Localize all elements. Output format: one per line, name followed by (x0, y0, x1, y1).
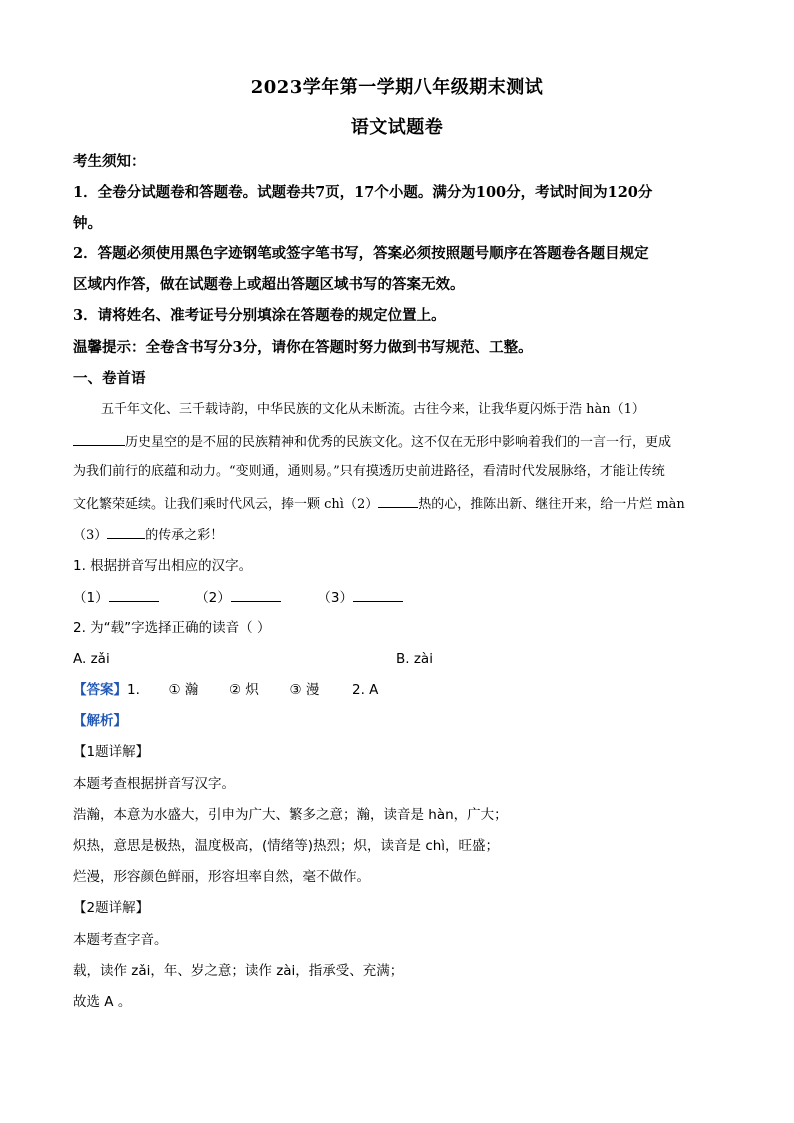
q1-blank-3[interactable] (353, 587, 403, 602)
answer-q2: 2. A (351, 682, 379, 698)
preface-line-4-text-a: 文化繁荣延续。让我们乘时代风云，捧一颗 chì（2） (73, 497, 379, 512)
preface-line-5 (73, 524, 718, 546)
detail-2-line-1: 本题考查字音。 (73, 932, 168, 948)
answer-item-3: 漫 (305, 682, 320, 698)
detail-1-heading: 【1题详解】 (73, 744, 150, 760)
preface-line-1: 五千年文化、三千载诗韵，中华民族的文化从未断流。古往今来，让我华夏闪烁于浩 hàn（1） (101, 402, 645, 417)
question-2: 2. 为“载”字选择正确的读音（ ） (73, 620, 271, 636)
notice-tip: 温馨提示：全卷含书写分3分，请你在答题时努力做到书写规范、工整。 (73, 339, 533, 356)
preface-line-2-text: 历史星空的是不屈的民族精神和优秀的民族文化。这不仅在无形中影响着我们的一言一行，更成 (125, 435, 672, 450)
preface-line-4 (73, 493, 718, 515)
detail-2-line-2: 载，读作 zǎi，年、岁之意；读作 zài，指承受、充满； (73, 963, 404, 979)
notice-item-3: 3．请将姓名、准考证号分别填涂在答题卷的规定位置上。 (73, 307, 446, 324)
answer-blank-2[interactable] (378, 493, 418, 508)
q2-option-b[interactable]: B. zài (396, 651, 433, 667)
detail-1-line-3: 炽热，意思是极热，温度极高，(情绪等)热烈；炽，读音是 chì，旺盛； (73, 838, 500, 854)
detail-1-line-2: 浩瀚，本意为水盛大，引申为广大、繁多之意；瀚，读音是 hàn，广大； (73, 807, 508, 823)
analysis-tag: 【解析】 (73, 713, 127, 729)
q1-blank-label-3: （3） (317, 590, 353, 606)
answer-blank-1[interactable] (73, 431, 125, 446)
exam-subtitle: 语文试题卷 (350, 117, 444, 138)
answer-line (73, 680, 734, 700)
q1-blank-label-2: （2） (195, 590, 231, 606)
preface-line-5-text-b: 的传承之彩！ (145, 528, 224, 543)
notice-item-2-line-1: 2．答题必须使用黑色字迹钢笔或签字笔书写，答案必须按照题号顺序在答题卷各题目规定 (73, 245, 649, 262)
preface-line-4-text-b: 热的心，推陈出新、继往开来，给一片烂 màn (418, 497, 685, 512)
answer-item-1: 瀚 (184, 682, 199, 698)
preface-line-3: 为我们前行的底蕴和动力。“变则通，通则易。”只有摸透历史前进路径，看清时代发展脉络，才能让传统 (73, 464, 665, 479)
preface-line-2 (73, 431, 718, 453)
detail-2-line-3: 故选 A 。 (73, 994, 132, 1010)
answer-item-2: 炽 (245, 682, 259, 698)
preface-line-5-text-a: （3） (73, 528, 108, 543)
q1-blank-1[interactable] (109, 587, 159, 602)
q2-option-a[interactable]: A. zǎi (73, 651, 110, 667)
detail-1-line-4: 烂漫，形容颜色鲜丽，形容坦率自然，毫不做作。 (73, 869, 370, 885)
answer-q1-number: 1. (127, 682, 140, 698)
exam-title: 2023学年第一学期八年级期末测试 (250, 77, 544, 98)
answer-item-2-marker: ② (228, 682, 242, 698)
section-heading: 一、卷首语 (73, 370, 146, 387)
notice-item-1-line-1: 1．全卷分试题卷和答题卷。试题卷共7页，17个小题。满分为100分，考试时间为120分 (73, 184, 653, 201)
notice-item-2-line-2: 区域内作答，做在试题卷上或超出答题区域书写的答案无效。 (73, 276, 465, 293)
question-1: 1. 根据拼音写出相应的汉字。 (73, 558, 253, 574)
detail-1-line-1: 本题考查根据拼音写汉字。 (73, 776, 235, 792)
answer-item-3-marker: ③ (289, 682, 302, 698)
question-1-blanks (73, 587, 734, 608)
answer-tag: 【答案】 (73, 682, 127, 698)
notice-heading: 考生须知： (73, 153, 146, 170)
detail-2-heading: 【2题详解】 (73, 900, 150, 916)
q1-blank-label-1: （1） (73, 590, 109, 606)
answer-item-1-marker: ① (168, 682, 181, 698)
notice-item-1-line-2: 钟。 (73, 215, 102, 232)
q1-blank-2[interactable] (231, 587, 281, 602)
answer-blank-3[interactable] (107, 524, 145, 539)
